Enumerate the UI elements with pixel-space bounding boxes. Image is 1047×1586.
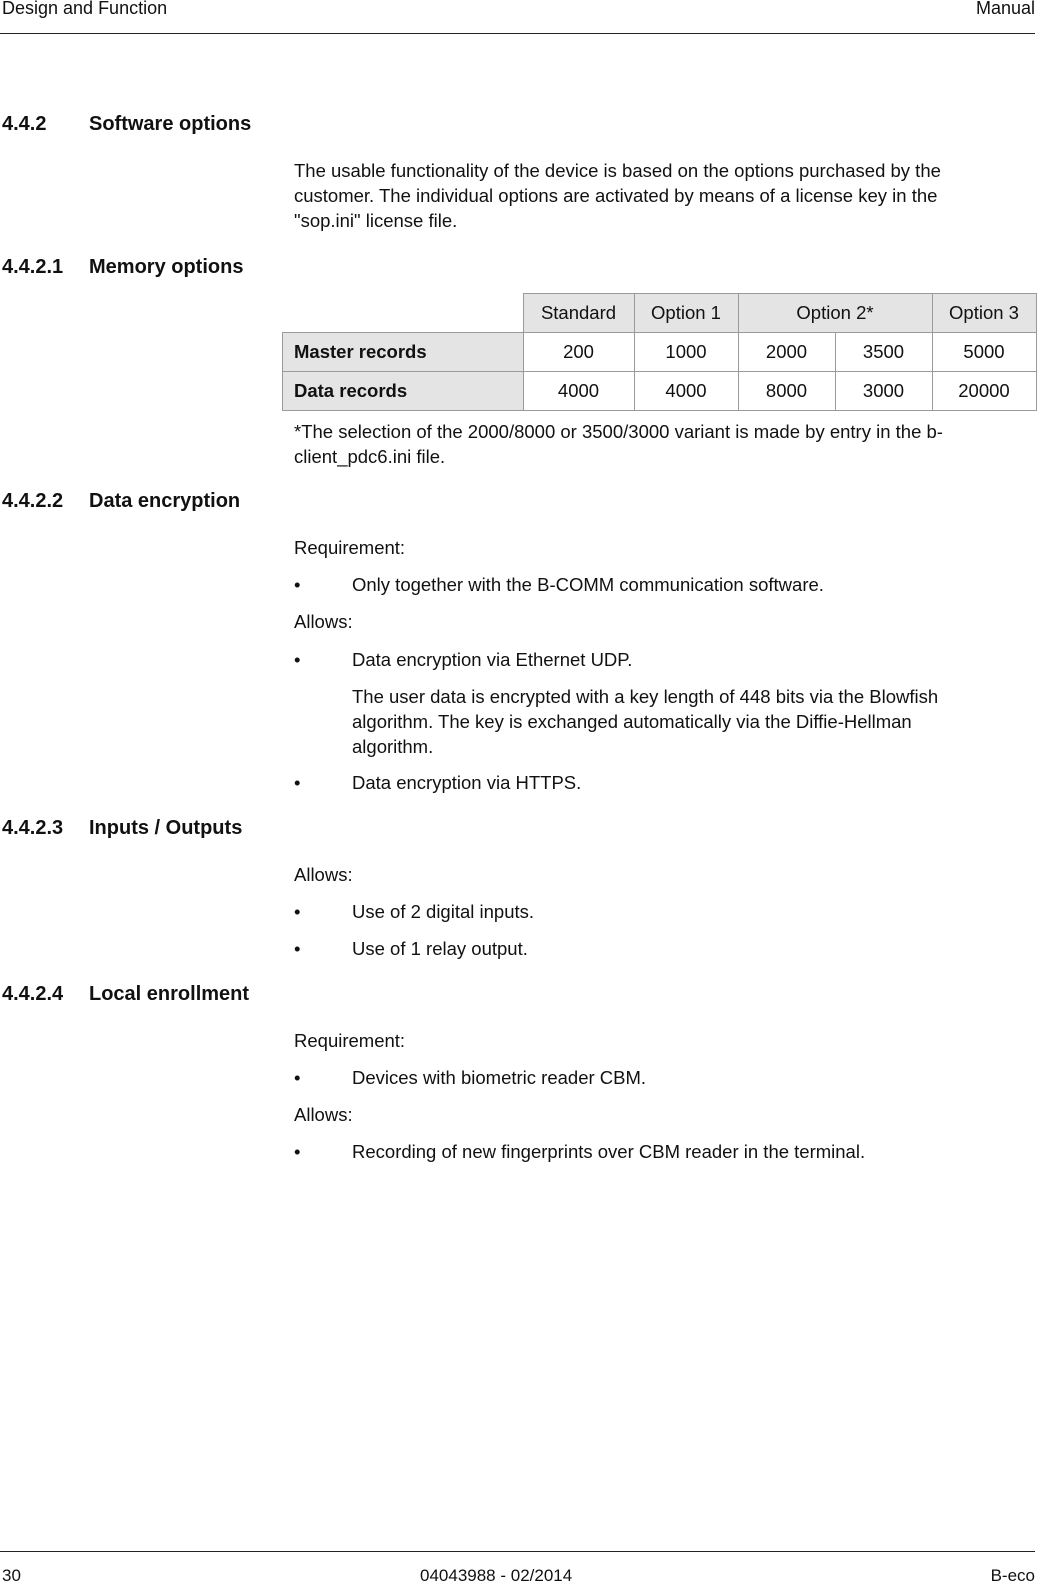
bullet-icon: • — [294, 574, 301, 595]
software-options-paragraph: The usable functionality of the device is based on the options purchased by the customer. The individual options are activated by means of a license key in the "sop.ini" license file. — [294, 160, 941, 231]
header-section-title: Design and Function — [2, 0, 168, 18]
page-footer — [0, 1551, 1035, 1585]
section-number: 4.4.2.2 — [2, 490, 64, 512]
requirement-label: Requirement: — [294, 537, 406, 558]
table-cell: 4000 — [634, 372, 738, 411]
list-item-text: Use of 1 relay output. — [352, 938, 528, 959]
table-cell: 200 — [523, 333, 634, 372]
table-cell: 8000 — [738, 372, 835, 411]
table-cell: 4000 — [523, 372, 634, 411]
list-item-text: Recording of new fingerprints over CBM reader in the terminal. — [352, 1141, 866, 1162]
table-header-option-2: Option 2* — [738, 294, 932, 333]
bullet-icon: • — [294, 1141, 301, 1162]
bullet-icon: • — [294, 901, 301, 922]
section-heading-4-4-2 — [2, 113, 251, 136]
list-item-text: Devices with biometric reader CBM. — [352, 1067, 647, 1088]
document-id: 04043988 - 02/2014 — [420, 1566, 573, 1585]
table-cell: 1000 — [634, 333, 738, 372]
section-heading-4-4-2-4 — [2, 983, 249, 1006]
allows-label: Allows: — [294, 611, 353, 632]
table-row — [283, 372, 1037, 411]
section-number: 4.4.2.3 — [2, 817, 64, 839]
list-item-text: Only together with the B-COMM communication software. — [352, 574, 824, 595]
list-item-text: Data encryption via HTTPS. — [352, 772, 582, 793]
bullet-icon: • — [294, 938, 301, 959]
memory-options-footnote: *The selection of the 2000/8000 or 3500/3000 variant is made by entry in the b-client_pdc6.ini file. — [294, 421, 943, 467]
page-number: 30 — [2, 1566, 21, 1585]
section-number: 4.4.2 — [2, 113, 47, 135]
bullet-icon: • — [294, 772, 301, 793]
section-title: Data encryption — [89, 490, 241, 512]
table-header-standard: Standard — [523, 294, 634, 333]
section-heading-4-4-2-1 — [2, 256, 243, 279]
section-title: Software options — [89, 113, 252, 135]
table-header-row — [283, 294, 1037, 333]
section-heading-4-4-2-3 — [2, 817, 242, 840]
table-row — [283, 333, 1037, 372]
allows-label: Allows: — [294, 1104, 353, 1125]
table-cell: 20000 — [932, 372, 1036, 411]
section-heading-4-4-2-2 — [2, 490, 240, 513]
product-name: B-eco — [990, 1566, 1035, 1585]
header-doc-type: Manual — [975, 0, 1035, 18]
section-number: 4.4.2.4 — [2, 983, 64, 1005]
table-corner-cell — [283, 294, 524, 333]
table-cell: 2000 — [738, 333, 835, 372]
table-cell: 3000 — [835, 372, 932, 411]
table-header-option-3: Option 3 — [932, 294, 1036, 333]
allows-label: Allows: — [294, 864, 353, 885]
table-cell: 5000 — [932, 333, 1036, 372]
encryption-detail-paragraph: The user data is encrypted with a key length of 448 bits via the Blowfish algorithm. The key is exchanged automatically via the Diffie-Hellman algorithm. — [352, 686, 939, 757]
section-number: 4.4.2.1 — [2, 256, 64, 278]
table-cell: 3500 — [835, 333, 932, 372]
bullet-icon: • — [294, 649, 301, 670]
row-label-master-records: Master records — [283, 333, 524, 372]
list-item-text: Use of 2 digital inputs. — [352, 901, 535, 922]
page-header — [0, 0, 1035, 34]
row-label-data-records: Data records — [283, 372, 524, 411]
list-item-text: Data encryption via Ethernet UDP. — [352, 649, 633, 670]
section-title: Local enrollment — [89, 983, 250, 1005]
table-header-option-1: Option 1 — [634, 294, 738, 333]
section-title: Memory options — [89, 256, 244, 278]
memory-options-table — [282, 293, 1037, 411]
section-title: Inputs / Outputs — [89, 817, 243, 839]
requirement-label: Requirement: — [294, 1030, 406, 1051]
bullet-icon: • — [294, 1067, 301, 1088]
